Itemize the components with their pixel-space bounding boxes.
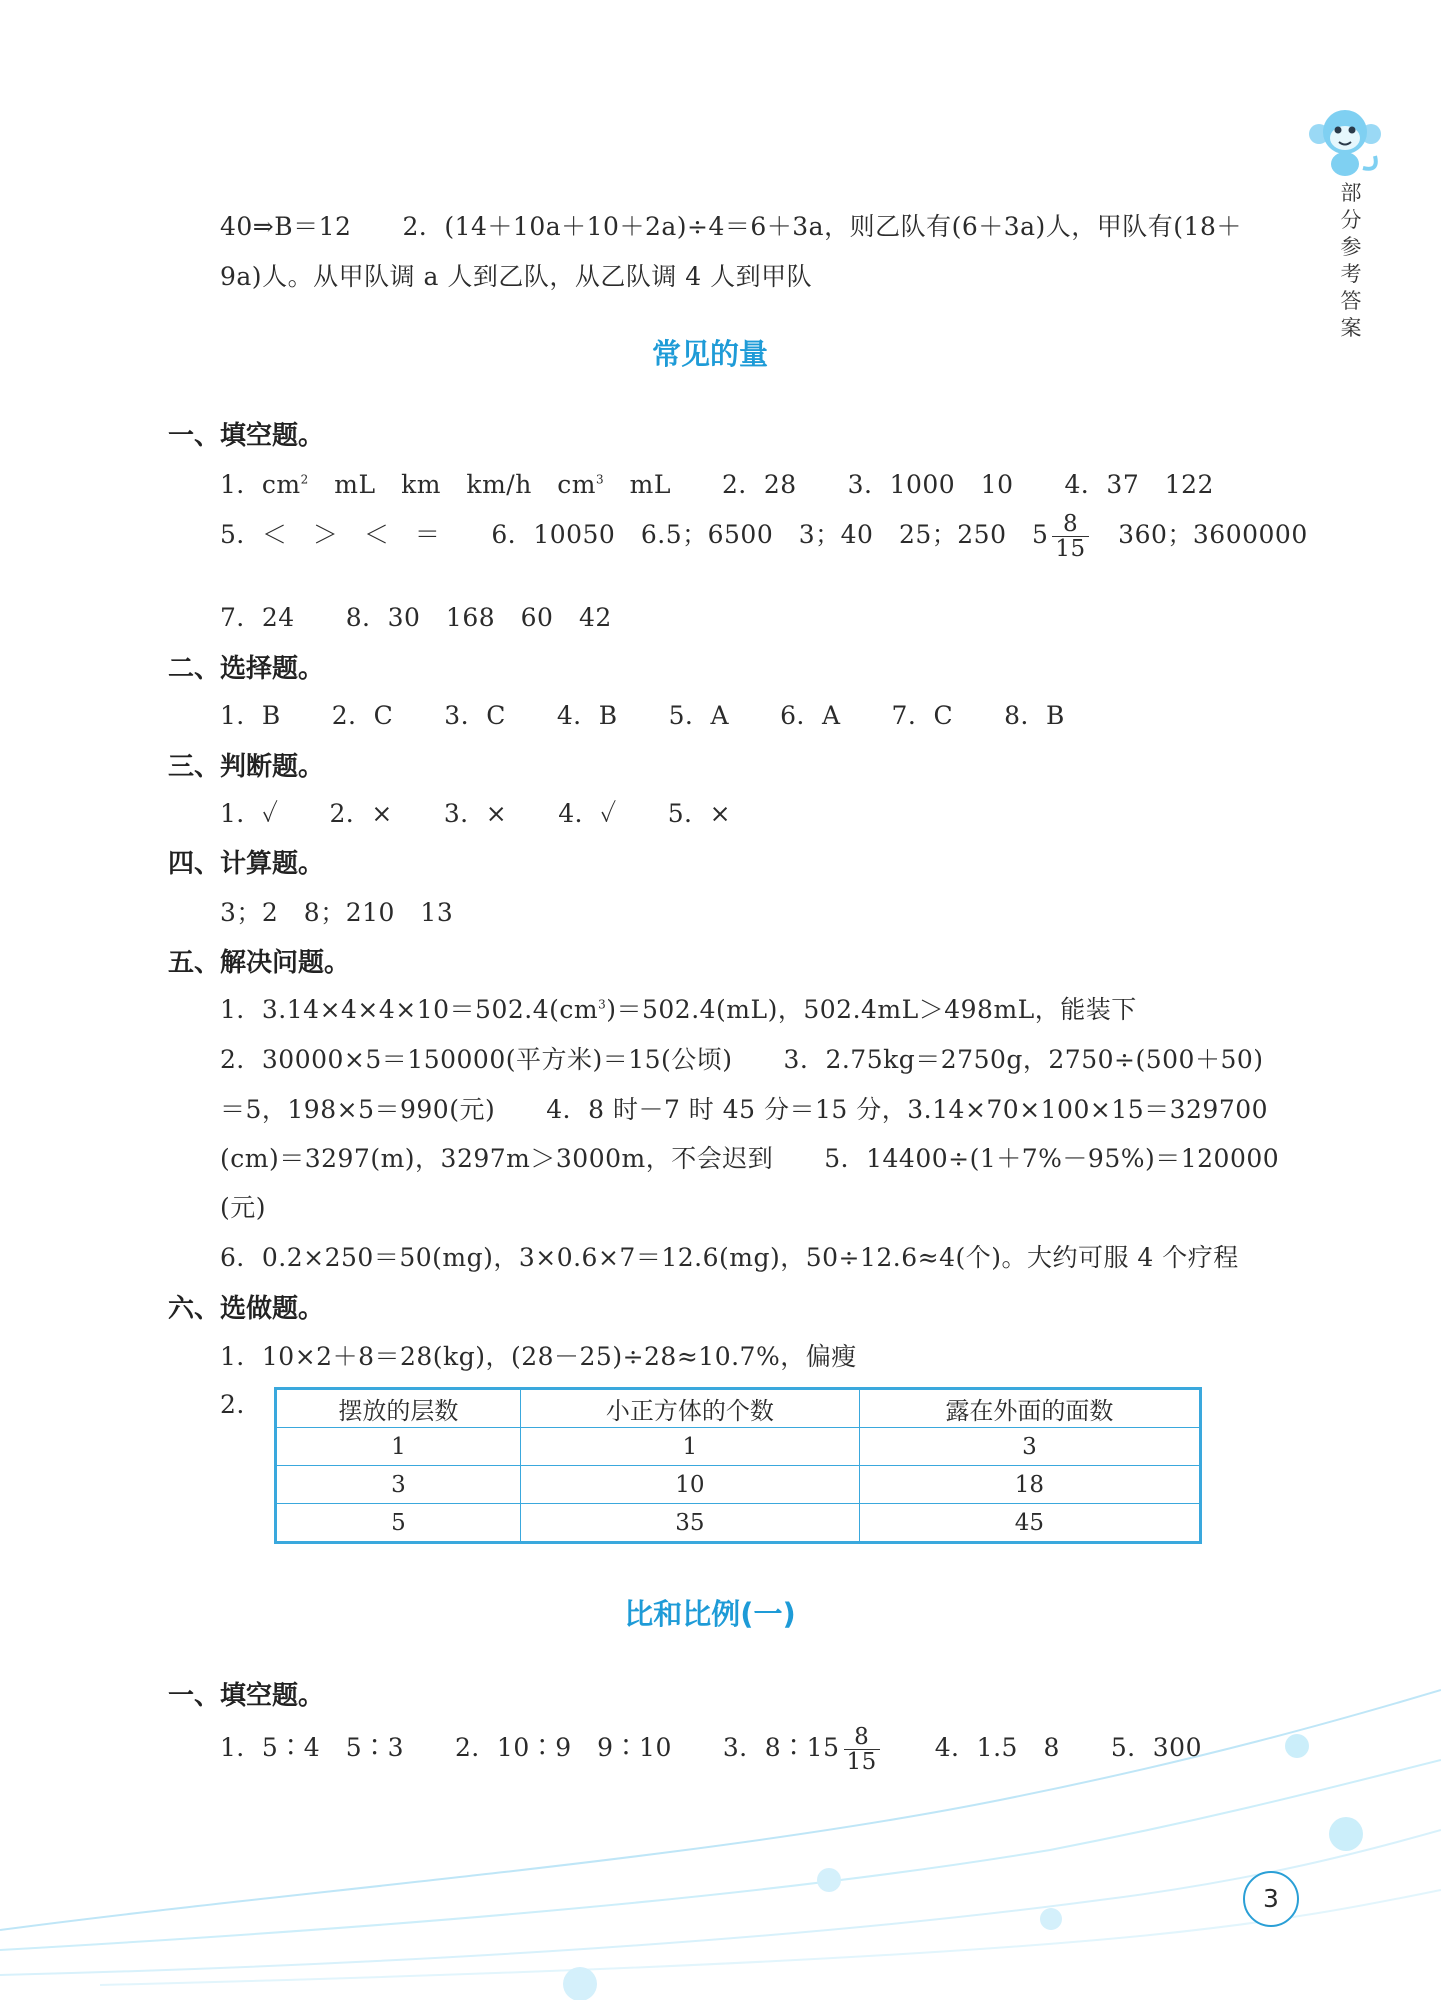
fraction-numerator: 8 xyxy=(844,1725,880,1750)
wave-line xyxy=(0,1760,1441,1950)
section-heading: 一、填空题。 xyxy=(168,1681,325,1711)
table-cell: 5 xyxy=(276,1504,521,1543)
answer-row xyxy=(220,512,1308,561)
section-heading: 二、选择题。 xyxy=(168,654,325,684)
fraction-denominator: 15 xyxy=(1055,536,1086,563)
table-cell: 45 xyxy=(859,1504,1200,1543)
side-label: 部分参考答案 xyxy=(1340,181,1362,340)
bubble xyxy=(563,1967,597,2000)
answer-text: mL 2．28 3．1000 10 4．37 122 xyxy=(604,470,1214,499)
section-heading: 四、计算题。 xyxy=(168,849,325,879)
table-row xyxy=(276,1428,1201,1466)
table-cell: 1 xyxy=(520,1428,859,1466)
answer-row: 7．24 8．30 168 60 42 xyxy=(220,603,612,632)
table-cell: 18 xyxy=(859,1466,1200,1504)
answer-row: 1．10×2＋8＝28(kg)，(28－25)÷28≈10.7%，偏瘦 xyxy=(220,1342,857,1371)
table-cell: 35 xyxy=(520,1504,859,1543)
monkey-mascot-icon xyxy=(1305,102,1385,182)
answer-text: )＝502.4(mL)，502.4mL＞498mL，能装下 xyxy=(606,995,1137,1024)
answer-row xyxy=(220,465,1214,501)
table-row xyxy=(276,1466,1201,1504)
table-cell: 3 xyxy=(276,1466,521,1504)
answer-text: 1． xyxy=(220,470,262,499)
bubble xyxy=(1285,1734,1309,1758)
fraction xyxy=(1052,512,1088,561)
table-header-cell: 露在外面的面数 xyxy=(859,1389,1200,1428)
answer-row: 2. xyxy=(220,1390,245,1419)
answer-text: mL km km/h cm xyxy=(308,470,597,499)
answer-row xyxy=(220,990,1137,1026)
table-header-cell: 摆放的层数 xyxy=(276,1389,521,1428)
table-header-cell: 小正方体的个数 xyxy=(520,1389,859,1428)
answer-row: 1．✓ 2．× 3．× 4．✓ 5．× xyxy=(220,799,732,828)
section-heading: 六、选做题。 xyxy=(168,1294,325,1324)
bubble xyxy=(1040,1908,1062,1930)
answer-row xyxy=(220,1725,1202,1774)
table-cell: 10 xyxy=(520,1466,859,1504)
table-row xyxy=(276,1504,1201,1543)
answer-text: 5．＜ ＞ ＜ ＝ 6．10050 6.5；6500 3；40 25；250 5 xyxy=(220,520,1049,550)
superscript: 2 xyxy=(300,472,309,487)
superscript: 3 xyxy=(598,997,607,1012)
answer-row: 2．30000×5＝150000(平方米)＝15(公顷) 3．2.75kg＝2750g，2750÷(500＋50) xyxy=(220,1045,1264,1074)
intro-line-2: 9a)人。从甲队调 a 人到乙队，从乙队调 4 人到甲队 xyxy=(220,262,813,291)
section-heading: 一、填空题。 xyxy=(168,421,325,451)
answer-row: (元) xyxy=(220,1193,267,1222)
page-number: 3 xyxy=(1243,1871,1299,1927)
table-header-row xyxy=(276,1389,1201,1428)
answer-row: 3；2 8；210 13 xyxy=(220,898,454,927)
section-title: 常见的量 xyxy=(651,337,768,371)
answer-row: ＝5，198×5＝990(元) 4．8 时－7 时 45 分＝15 分，3.14×70×100×15＝329700 xyxy=(220,1095,1269,1124)
superscript: 3 xyxy=(596,472,605,487)
fraction-numerator: 8 xyxy=(1052,512,1088,537)
answer-row: 1．B 2．C 3．C 4．B 5．A 6．A 7．C 8．B xyxy=(220,701,1065,730)
answer-text: 1．5∶4 5∶3 2．10∶9 9∶10 3．8∶15 xyxy=(220,1733,840,1763)
section-title: 比和比例(一) xyxy=(624,1597,796,1631)
answer-row: 6．0.2×250＝50(mg)，3×0.6×7＝12.6(mg)，50÷12.6≈4(个)。大约可服 4 个疗程 xyxy=(220,1243,1239,1272)
bubble xyxy=(817,1868,841,1892)
table-cell: 3 xyxy=(859,1428,1200,1466)
bubble xyxy=(1329,1817,1363,1851)
table-cell: 1 xyxy=(276,1428,521,1466)
unit-text: cm xyxy=(261,470,301,499)
fraction xyxy=(844,1725,880,1774)
wave-line xyxy=(100,1890,1441,1985)
wave-line xyxy=(0,1830,1441,1975)
answer-text: 4．1.5 8 5．300 xyxy=(883,1733,1202,1763)
answer-text: 1．3.14×4×4×10＝502.4(cm xyxy=(220,995,599,1024)
fraction-denominator: 15 xyxy=(846,1749,877,1776)
data-table xyxy=(274,1387,1202,1544)
section-heading: 五、解决问题。 xyxy=(168,948,351,978)
answer-text: 360；3600000 xyxy=(1092,520,1308,550)
answer-row: (cm)＝3297(m)，3297m＞3000m，不会迟到 5．14400÷(1＋7%－95%)＝120000 xyxy=(220,1144,1280,1173)
intro-line-1: 40⇒B＝12 2．(14＋10a＋10＋2a)÷4＝6＋3a，则乙队有(6＋3a)人，甲队有(18＋ xyxy=(220,212,1242,241)
section-heading: 三、判断题。 xyxy=(168,752,325,782)
